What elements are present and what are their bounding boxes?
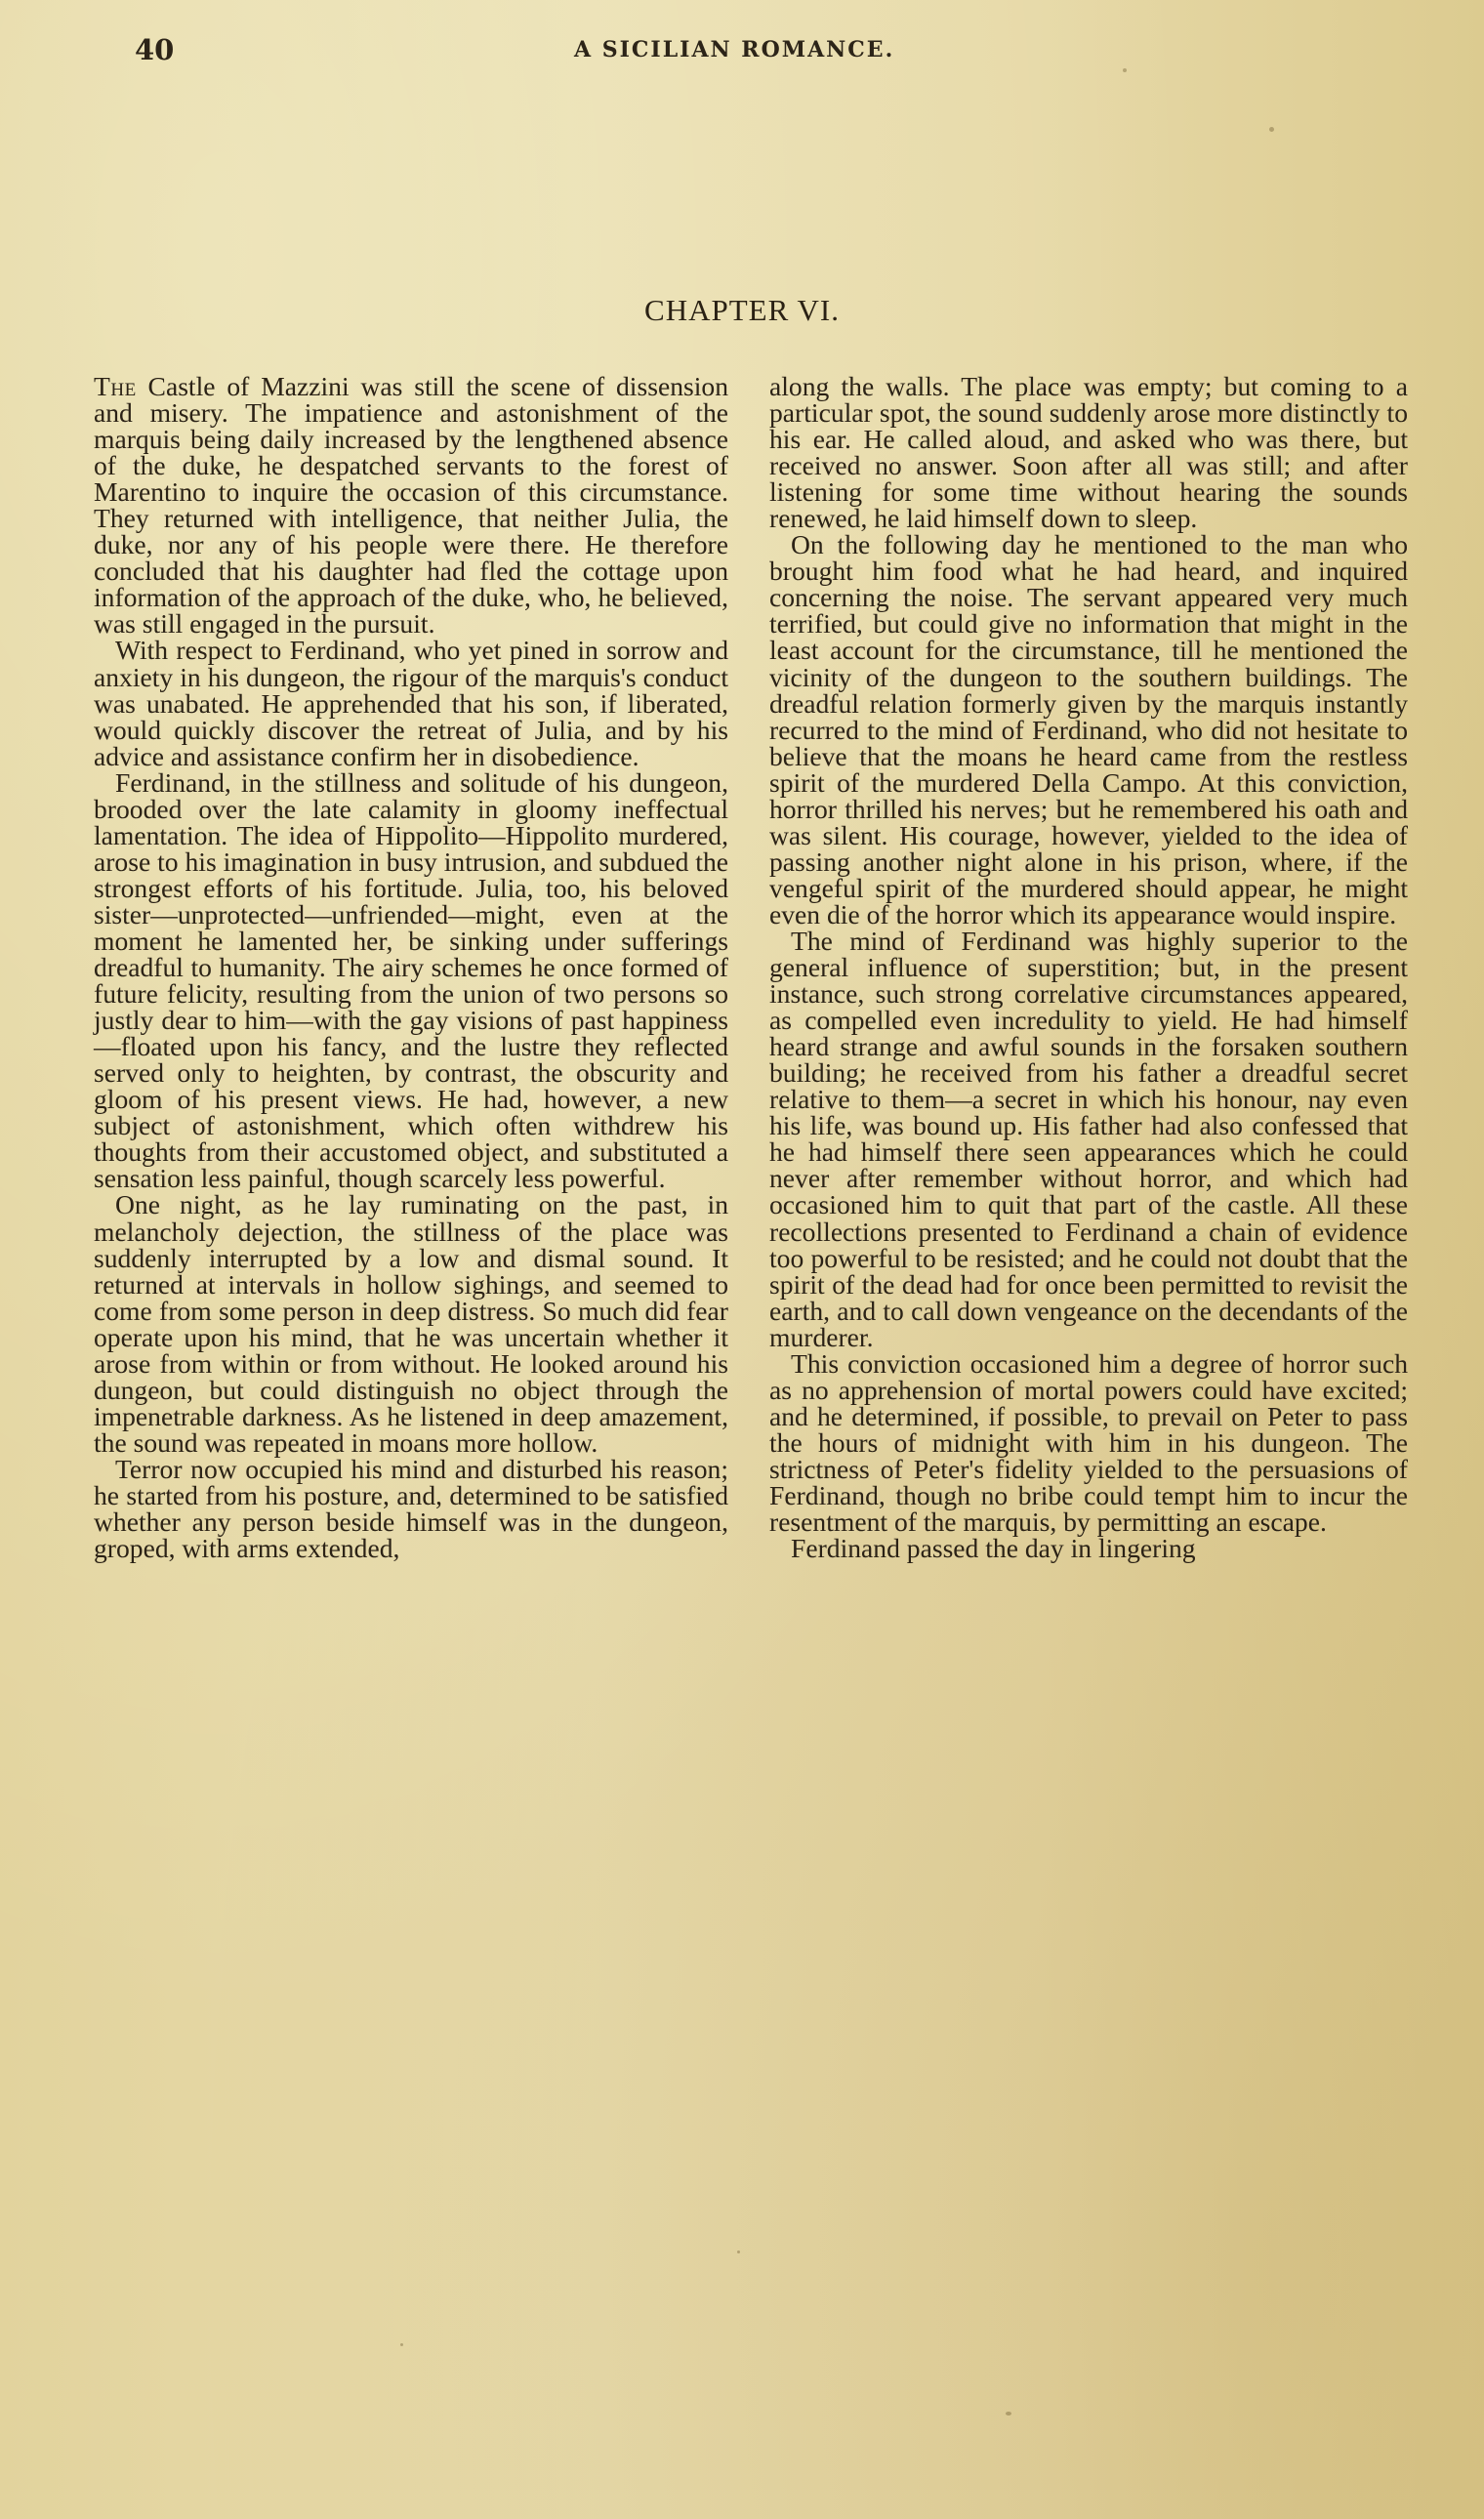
paper-speck xyxy=(1006,2412,1011,2416)
opening-word: The xyxy=(94,371,137,401)
right-column xyxy=(769,371,1408,1564)
paragraph: Ferdinand passed the day in lingering xyxy=(791,1533,1196,1564)
paragraph: One night, as he lay ruminating on the past, in melancholy dejection, the stillness of the place was suddenly interrupted by a low and dismal sound. It returned at intervals in hollow sighings, and seemed to come from some person in deep distress. So much did fear operate upon his mind, that he was uncertain whether it arose from within or from without. He looked around his dungeon, but could distinguish no object through the impenetrable darkness. As he listened in deep amazement, the sound was repeated in moans more hollow. xyxy=(94,1189,728,1458)
paragraph: along the walls. The place was empty; but coming to a particular spot, the sound suddenly arose more distinctly to his ear. He called aloud, and asked who was there, but received no answer. Soon after all was still; and after listening for some time without hearing the sounds renewed, he laid himself down to sleep. xyxy=(769,371,1408,534)
paper-speck xyxy=(1269,127,1274,132)
paper-speck xyxy=(1123,68,1127,72)
paper-speck xyxy=(737,2251,740,2253)
running-title: A SICILIAN ROMANCE. xyxy=(574,37,895,62)
chapter-heading: CHAPTER VI. xyxy=(644,293,840,327)
paragraph: Terror now occupied his mind and disturbed his reason; he started from his posture, and, determined to be satisfied whether any person beside himself was in the dungeon, groped, with arms extended, xyxy=(94,1453,728,1564)
paper-speck xyxy=(400,2343,403,2346)
paragraph: This conviction occasioned him a degree of horror such as no apprehension of mortal powers could have excited; and he determined, if possible, to prevail on Peter to pass the hours of midnight with him in his dungeon. The strictness of Peter's fidelity yielded to the persuasions of Ferdinand, though no bribe could tempt him to incur the resentment of the marquis, by permitting an escape. xyxy=(769,1347,1408,1538)
page-number: 40 xyxy=(135,33,175,66)
paragraph xyxy=(94,371,728,640)
running-head xyxy=(135,33,1404,72)
paragraph: Ferdinand, in the stillness and solitude of his dungeon, brooded over the late calamity in gloomy ineffectual lamentation. The idea of Hippolito—Hippolito murdered, arose to his imagination in busy intrusion, and subdued the strongest efforts of his fortitude. Julia, too, his beloved sister—unprotected—unfriended—might, even at the moment he lamented her, be sinking under sufferings dreadful to humanity. The airy schemes he once formed of future felicity, resulting from the union of two persons so justly dear to him—with the gay visions of past happiness—floated upon his fancy, and the lustre they reflected served only to heighten, by contrast, the obscurity and gloom of his present views. He had, however, a new subject of astonishment, which often withdrew his thoughts from their accustomed object, and substituted a sensation less painful, though scarcely less powerful. xyxy=(94,766,728,1194)
left-column xyxy=(94,371,728,1564)
paragraph: With respect to Ferdinand, who yet pined in sorrow and anxiety in his dungeon, the rigour of the marquis's conduct was unabated. He apprehended that his son, if liberated, would quickly discover the retreat of Julia, and by his advice and assistance confirm her in disobedience. xyxy=(94,635,728,771)
paragraph: On the following day he mentioned to the man who brought him food what he had heard, and inquired concerning the noise. The servant appeared very much terrified, but could give no information that might in the least account for the circumstance, till he mentioned the vicinity of the dungeon to the southern buildings. The dreadful relation formerly given by the marquis instantly recurred to the mind of Ferdinand, who did not hesitate to believe that the moans he heard came from the restless spirit of the murdered Della Campo. At this conviction, horror thrilled his nerves; but he remembered his oath and was silent. His courage, however, yielded to the idea of passing another night alone in his prison, where, if the vengeful spirit of the murdered should appear, he might even die of the horror which its appearance would inspire. xyxy=(769,529,1408,929)
paragraph-text: Castle of Mazzini was still the scene of dissension and misery. The impatience and astonishment of the marquis being daily increased by the lengthened absence of the duke, he despatched servants to the forest of Marentino to inquire the occasion of this circumstance. They returned with intelligence, that neither Julia, the duke, nor any of his people were there. He therefore concluded that his daughter had fled the cottage upon information of the approach of the duke, who, he believed, was still engaged in the pursuit. xyxy=(94,371,728,640)
paragraph: The mind of Ferdinand was highly superior to the general influence of superstition; but, in the present instance, such strong correlative circumstances appeared, as compelled even incredulity to yield. He had himself heard strange and awful sounds in the forsaken southern building; he received from his father a dreadful secret relative to them—a secret in which his honour, nay even his life, was bound up. His father had also confessed that he had himself there seen appearances which he could never after remember without horror, and which had occasioned him to quit that part of the castle. All these recollections presented to Ferdinand a chain of evidence too powerful to be resisted; and he could not doubt that the spirit of the dead had for once been permitted to revisit the earth, and to call down vengeance on the decendants of the murderer. xyxy=(769,925,1408,1352)
